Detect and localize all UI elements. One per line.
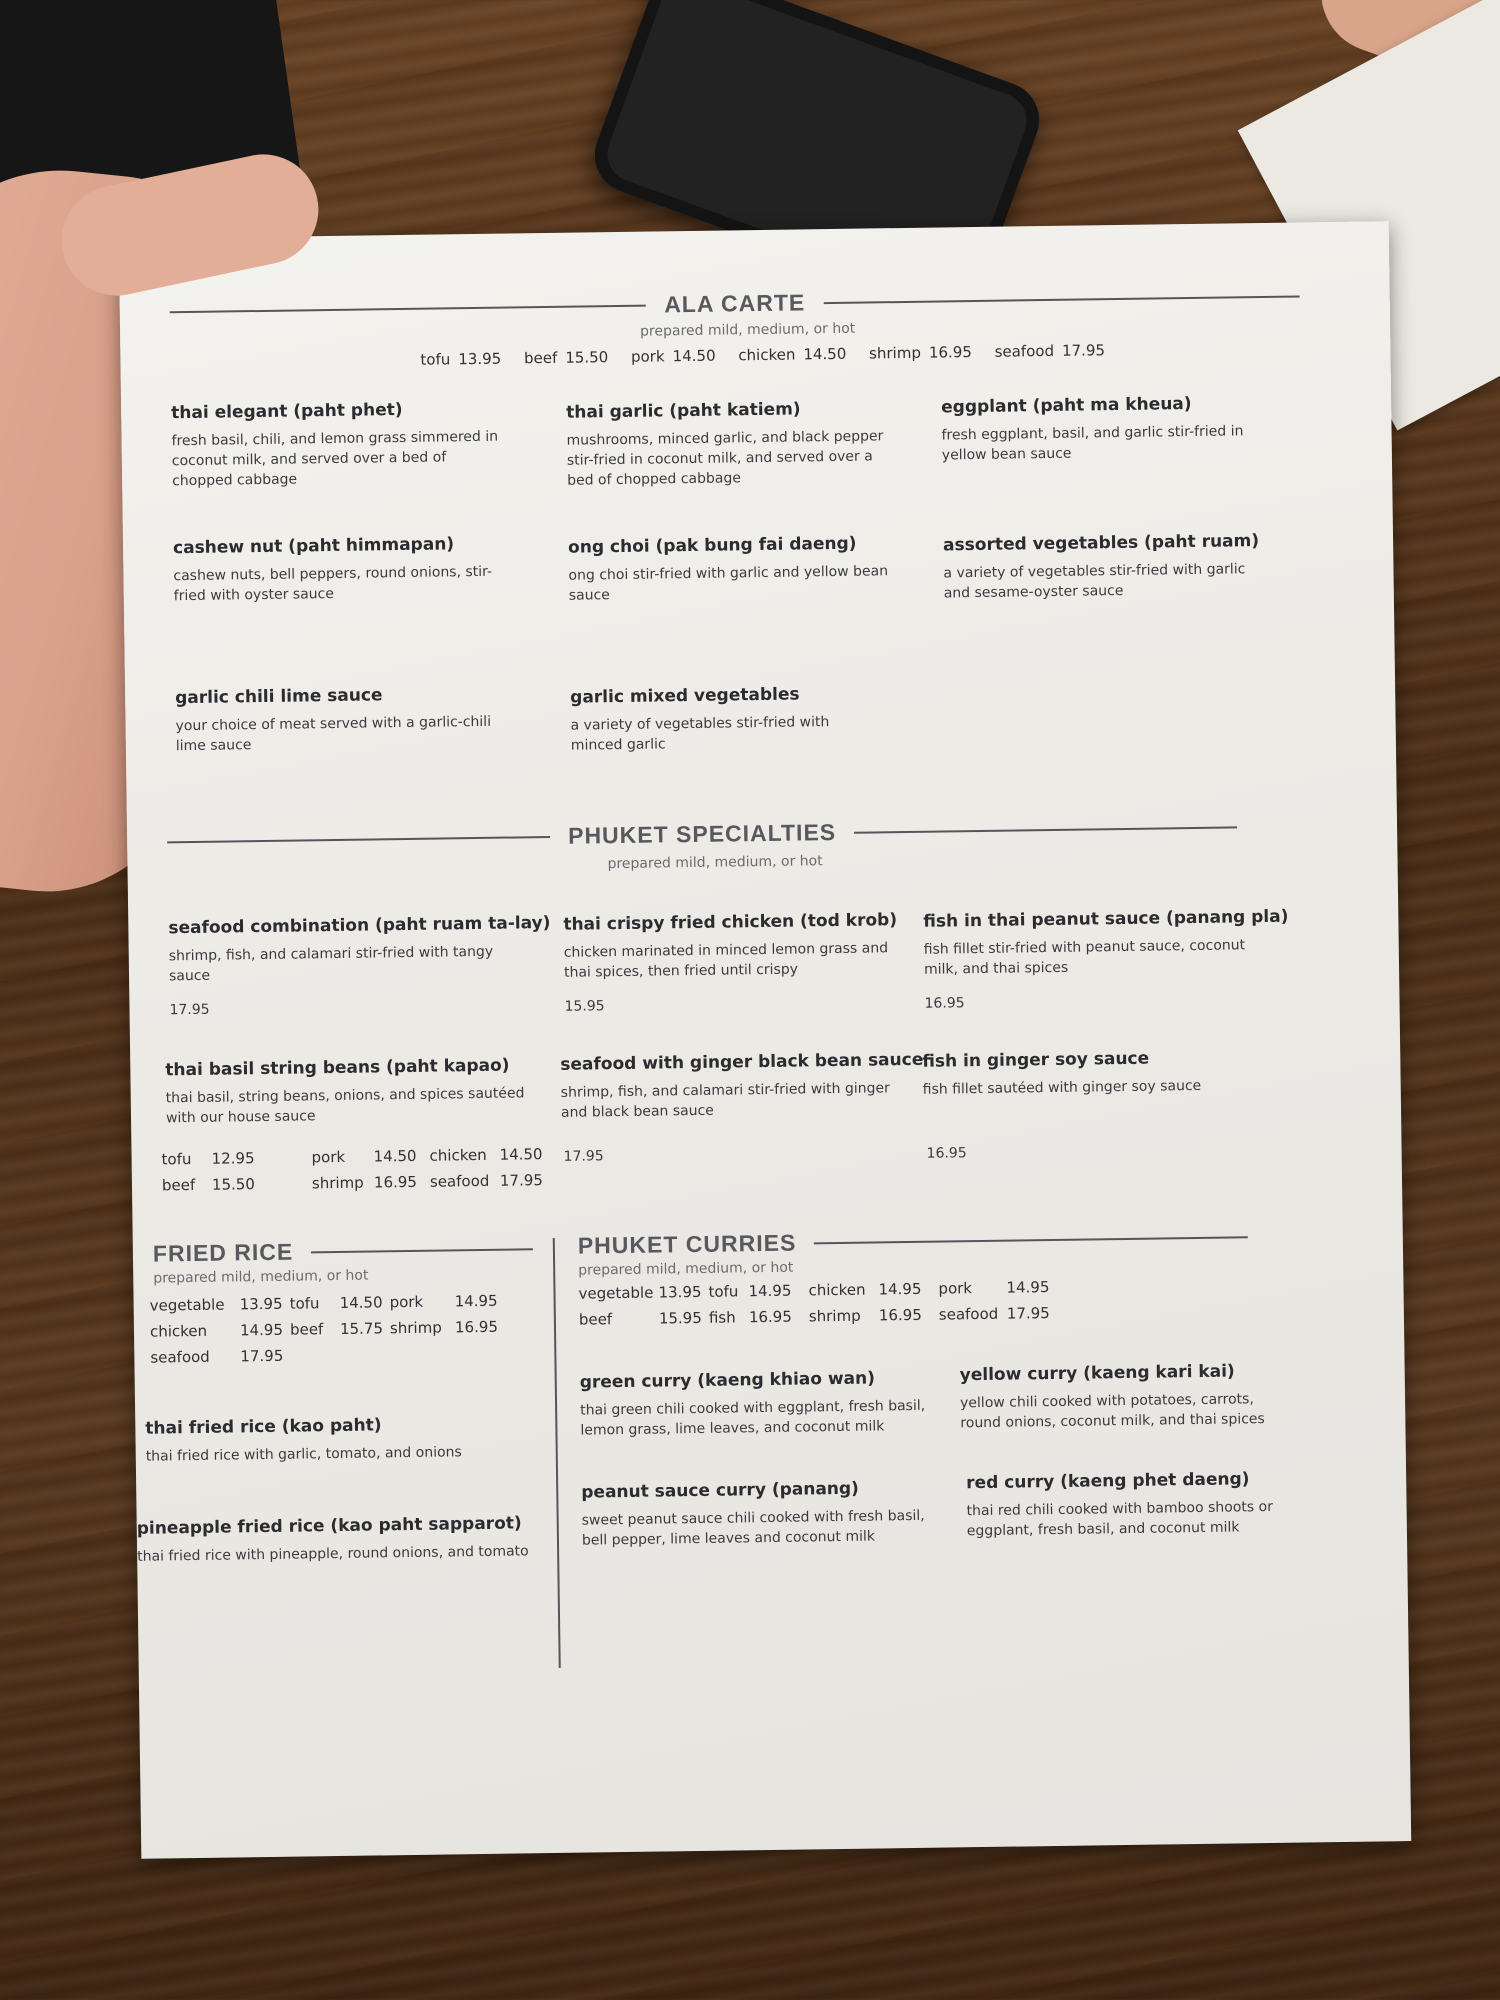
fried-rice-subtitle: prepared mild, medium, or hot <box>153 1267 369 1287</box>
specialties-header <box>167 813 1237 855</box>
specialties-subtitle: prepared mild, medium, or hot <box>607 853 823 873</box>
menu-item: garlic mixed vegetables a variety of vegetables stir-fried with minced garlic <box>570 684 830 754</box>
menu-item: thai basil string beans (paht kapao) thai basil, string beans, onions, and spices sautéed with our house sauce <box>165 1055 525 1127</box>
menu-item: red curry (kaeng phet daeng) thai red chili cooked with bamboo shoots or eggplant, fresh basil, and coconut milk <box>966 1469 1274 1540</box>
price: 17.95 <box>563 1148 604 1165</box>
menu-item: seafood with ginger black bean sauce shrimp, fish, and calamari stir-fried with ginger and black bean sauce <box>560 1049 924 1121</box>
menu-item: yellow curry (kaeng kari kai) yellow chili cooked with potatoes, carrots, round onions, coconut milk, and thai spices <box>959 1361 1265 1432</box>
menu-item: thai elegant (paht phet) fresh basil, chili, and lemon grass simmered in coconut milk, and served over a bed of chopped cabbage <box>171 400 499 490</box>
menu-item: seafood combination (paht ruam ta-lay) shrimp, fish, and calamari stir-fried with tangy sauce 17.95 <box>168 912 551 1019</box>
ala-carte-subtitle: prepared mild, medium, or hot <box>639 320 856 340</box>
ala-carte-prices: tofu 13.95 beef 15.50 pork 14.50 chicken 14.50 shrimp 16.95 seafood 17.95 <box>420 341 1106 369</box>
fried-rice-header <box>153 1235 533 1267</box>
curries-price-grid: vegetable 13.95 tofu 14.95 chicken 14.95 pork 14.95 beef 15.95 fish 16.95 shrimp 16.95 seafood 17.95 <box>578 1278 1050 1329</box>
menu-item: thai garlic (paht katiem) mushrooms, minced garlic, and black pepper stir-fried in coconut milk, and served over a bed of chopped cabbage <box>566 399 884 489</box>
ala-carte-title: ALA CARTE <box>664 289 806 318</box>
fried-rice-title: FRIED RICE <box>152 1238 294 1267</box>
menu-page <box>119 221 1411 1859</box>
basil-price-grid: tofu 12.95 pork 14.50 chicken 14.50 beef 15.50 shrimp 16.95 seafood 17.95 <box>161 1145 544 1195</box>
menu-item: fish in thai peanut sauce (panang pla) fish fillet stir-fried with peanut sauce, coconut milk, and thai spices 16.95 <box>923 906 1289 1012</box>
curries-title: PHUKET CURRIES <box>577 1229 797 1259</box>
specialties-title: PHUKET SPECIALTIES <box>567 818 837 849</box>
menu-item: ong choi (pak bung fai daeng) ong choi stir-fried with garlic and yellow bean sauce <box>567 533 889 604</box>
menu-item: cashew nut (paht himmapan) cashew nuts, bell peppers, round onions, stir-fried with oyster sauce <box>172 534 493 605</box>
menu-item: thai fried rice (kao paht) thai fried rice with garlic, tomato, and onions <box>145 1415 462 1465</box>
column-divider <box>553 1238 561 1668</box>
menu-item: green curry (kaeng khiao wan) thai green chili cooked with eggplant, fresh basil, lemon grass, lime leaves, and coconut milk <box>579 1368 926 1439</box>
menu-item: fish in ginger soy sauce fish fillet sautéed with ginger soy sauce <box>922 1048 1202 1098</box>
menu-item: garlic chili lime sauce your choice of meat served with a garlic-chili lime sauce <box>175 685 492 755</box>
ala-carte-header <box>170 282 1300 325</box>
menu-item: peanut sauce curry (panang) sweet peanut sauce chili cooked with fresh basil, bell pepper, lime leaves and coconut milk <box>581 1478 925 1549</box>
curries-subtitle: prepared mild, medium, or hot <box>578 1259 794 1279</box>
menu-item: eggplant (paht ma kheua) fresh eggplant, basil, and garlic stir-fried in yellow bean sauce <box>941 393 1244 464</box>
fried-rice-price-grid: vegetable 13.95 tofu 14.50 pork 14.95 chicken 14.95 beef 15.75 shrimp 16.95 seafood 17.95 <box>149 1291 499 1367</box>
menu-item: pineapple fried rice (kao paht sapparot) thai fried rice with pineapple, round onions, and tomato <box>136 1513 529 1565</box>
curries-header <box>578 1223 1248 1259</box>
menu-item: assorted vegetables (paht ruam) a variety of vegetables stir-fried with garlic and sesame-oyster sauce <box>942 531 1260 602</box>
menu-item: thai crispy fried chicken (tod krob) chicken marinated in minced lemon grass and thai spices, then fried until crispy 15.95 <box>563 910 898 1015</box>
price: 16.95 <box>926 1145 967 1162</box>
